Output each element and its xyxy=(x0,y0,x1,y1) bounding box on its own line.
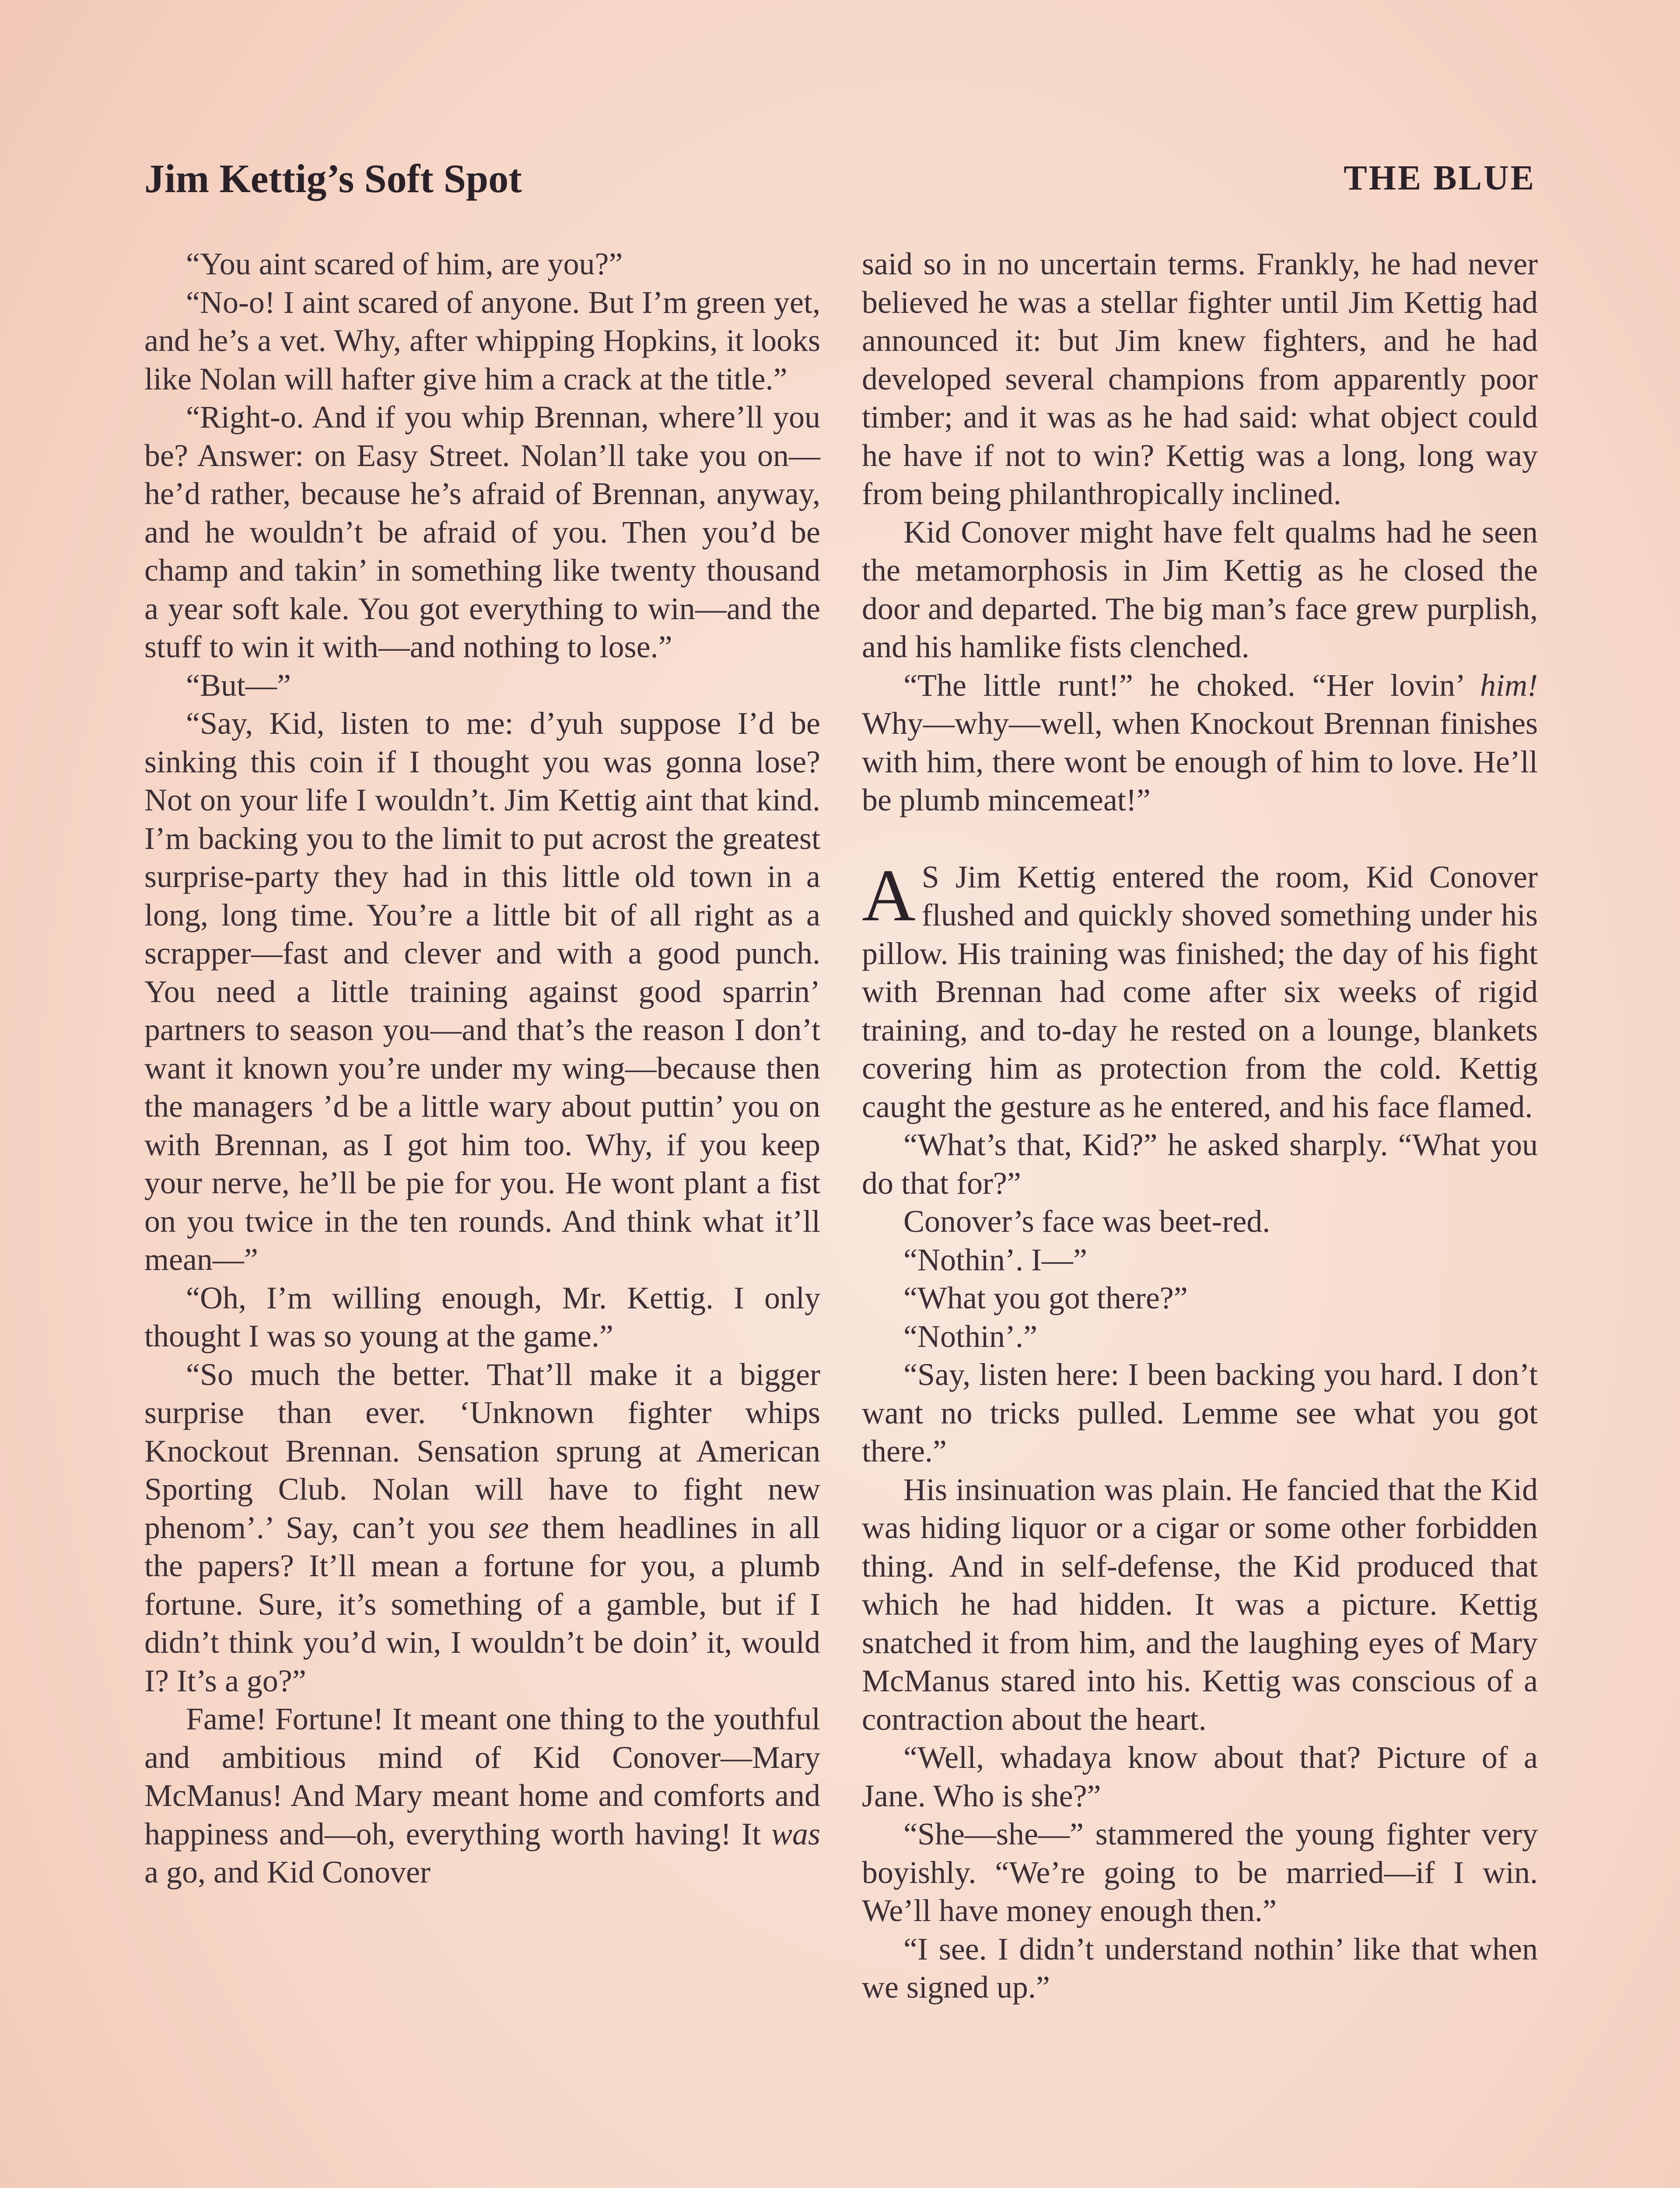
emphasis-text: was xyxy=(771,1816,820,1851)
emphasis-text: him! xyxy=(1480,667,1538,703)
emphasis-text: see xyxy=(488,1510,529,1545)
paragraph: “Oh, I’m willing enough, Mr. Kettig. I only thought I was so young at the game.” xyxy=(144,1280,820,1353)
paragraph: His insinuation was plain. He fancied that the Kid was hiding liquor or a cigar or some other forbidden thing. And in self-defense, the Kid produced that which he had hidden. It was a picture. Kettig snatched it from him, and the laughing eyes of Mary McManus stared into his. Kettig was conscious of a contraction about the heart. xyxy=(862,1472,1538,1737)
paragraph: “I see. I didn’t understand nothin’ like that when we signed up.” xyxy=(862,1931,1538,2005)
section-opening-paragraph xyxy=(862,854,1538,1126)
paragraph: “Say, Kid, listen to me: d’yuh suppose I’d be sinking this coin if I thought you was gonna lose? Not on your life I wouldn’t. Jim Kettig aint that kind. I’m backing you to the limit to put acrost the greatest surprise-party they had in this little old town in a long, long time. You’re a little bit of all right as a scrapper—fast and clever and with a good punch. You need a little training against good sparrin’ partners to season you—and that’s the reason I don’t want it known you’re under my wing—because then the managers ’d be a little wary about puttin’ you on with Brennan, as I got him too. Why, if you keep your nerve, he’ll be pie for you. He wont plant a fist on you twice in the ten rounds. And think what it’ll mean—” xyxy=(144,706,820,1277)
paragraph: “Nothin’. I—” xyxy=(903,1242,1087,1277)
text-run: a go, and Kid Conover xyxy=(144,1855,430,1890)
paragraph: “She—she—” stammered the young fighter very boyishly. “We’re going to be married—if I win. We’ll have money enough then.” xyxy=(862,1816,1538,1928)
text-run: S Jim Kettig entered the room, Kid Conover flushed and quickly shoved something under his pillow. His training was finished; the day of his fight with Brennan had come after six weeks of rigid training, and to-day he rested on a lounge, blankets covering him as protection from the cold. Kettig caught the gesture as he entered, and his face flamed. xyxy=(862,859,1538,1124)
drop-cap: A xyxy=(862,854,916,936)
paragraph: “You aint scared of him, are you?” xyxy=(186,246,623,281)
story-title: Jim Kettig’s Soft Spot xyxy=(144,156,522,201)
paragraph: “What you got there?” xyxy=(903,1280,1188,1315)
text-run: them headlines in all the papers? It’ll mean a fortune for you, a plumb fortune. Sure, it’s something of a gamble, but if I didn’t think you’d win, I wouldn’t be doin’ it, would I? It’s a go?” xyxy=(144,1510,820,1698)
text-run: Why—why—well, when Knockout Brennan finishes with him, there wont be enough of him to love. He’ll be plumb mincemeat!” xyxy=(862,706,1538,817)
paragraph xyxy=(862,666,1538,820)
paragraph: “No-o! I aint scared of anyone. But I’m green yet, and he’s a vet. Why, after whipping Hopkins, it looks like Nolan will hafter give him a crack at the title.” xyxy=(144,284,820,396)
paragraph: “What’s that, Kid?” he asked sharply. “What you do that for?” xyxy=(862,1127,1538,1201)
paragraph: “But—” xyxy=(186,667,291,703)
paragraph: Conover’s face was beet-red. xyxy=(903,1204,1270,1239)
paragraph xyxy=(144,1356,820,1701)
paragraph: Kid Conover might have felt qualms had he seen the metamorphosis in Jim Kettig as he closed the door and departed. The big man’s face grew purplish, and his hamlike fists clenched. xyxy=(862,514,1538,664)
paragraph xyxy=(144,1700,820,1892)
text-run: Fame! Fortune! It meant one thing to the youthful and ambitious mind of Kid Conover—Mary McManus! And Mary meant home and comforts and happiness and—oh, everything worth having! It xyxy=(144,1701,820,1851)
paragraph: “Right-o. And if you whip Brennan, where’ll you be? Answer: on Easy Street. Nolan’ll take you on—he’d rather, because he’s afraid of Brennan, anyway, and he wouldn’t be afraid of you. Then you’d be champ and takin’ in something like twenty thousand a year soft kale. You got everything to win—and the stuff to win it with—and nothing to lose.” xyxy=(144,400,820,664)
paragraph: “Nothin’.” xyxy=(903,1318,1037,1354)
left-text-column xyxy=(144,245,820,1892)
paragraph: “Say, listen here: I been backing you hard. I don’t want no tricks pulled. Lemme see what you got there.” xyxy=(862,1357,1538,1469)
text-run: “The little runt!” he choked. “Her lovin’ xyxy=(903,667,1480,703)
magazine-name: THE BLUE xyxy=(1344,159,1536,197)
paragraph: said so in no uncertain terms. Frankly, he had never believed he was a stellar fighter until Jim Kettig had announced it: but Jim knew fighters, and he had developed several champions from apparently poor timber; and it was as he had said: what object could he have if not to win? Kettig was a long, long way from being philanthropically inclined. xyxy=(862,246,1538,511)
text-run: “So much the better. That’ll make it a bigger surprise than ever. ‘Unknown fighter whips Knockout Brennan. Sensation sprung at American Sporting Club. Nolan will have to fight new phenom’.’ Say, can’t you xyxy=(144,1357,820,1545)
right-text-column xyxy=(862,245,1538,2007)
paragraph: “Well, whadaya know about that? Picture of a Jane. Who is she?” xyxy=(862,1740,1538,1813)
